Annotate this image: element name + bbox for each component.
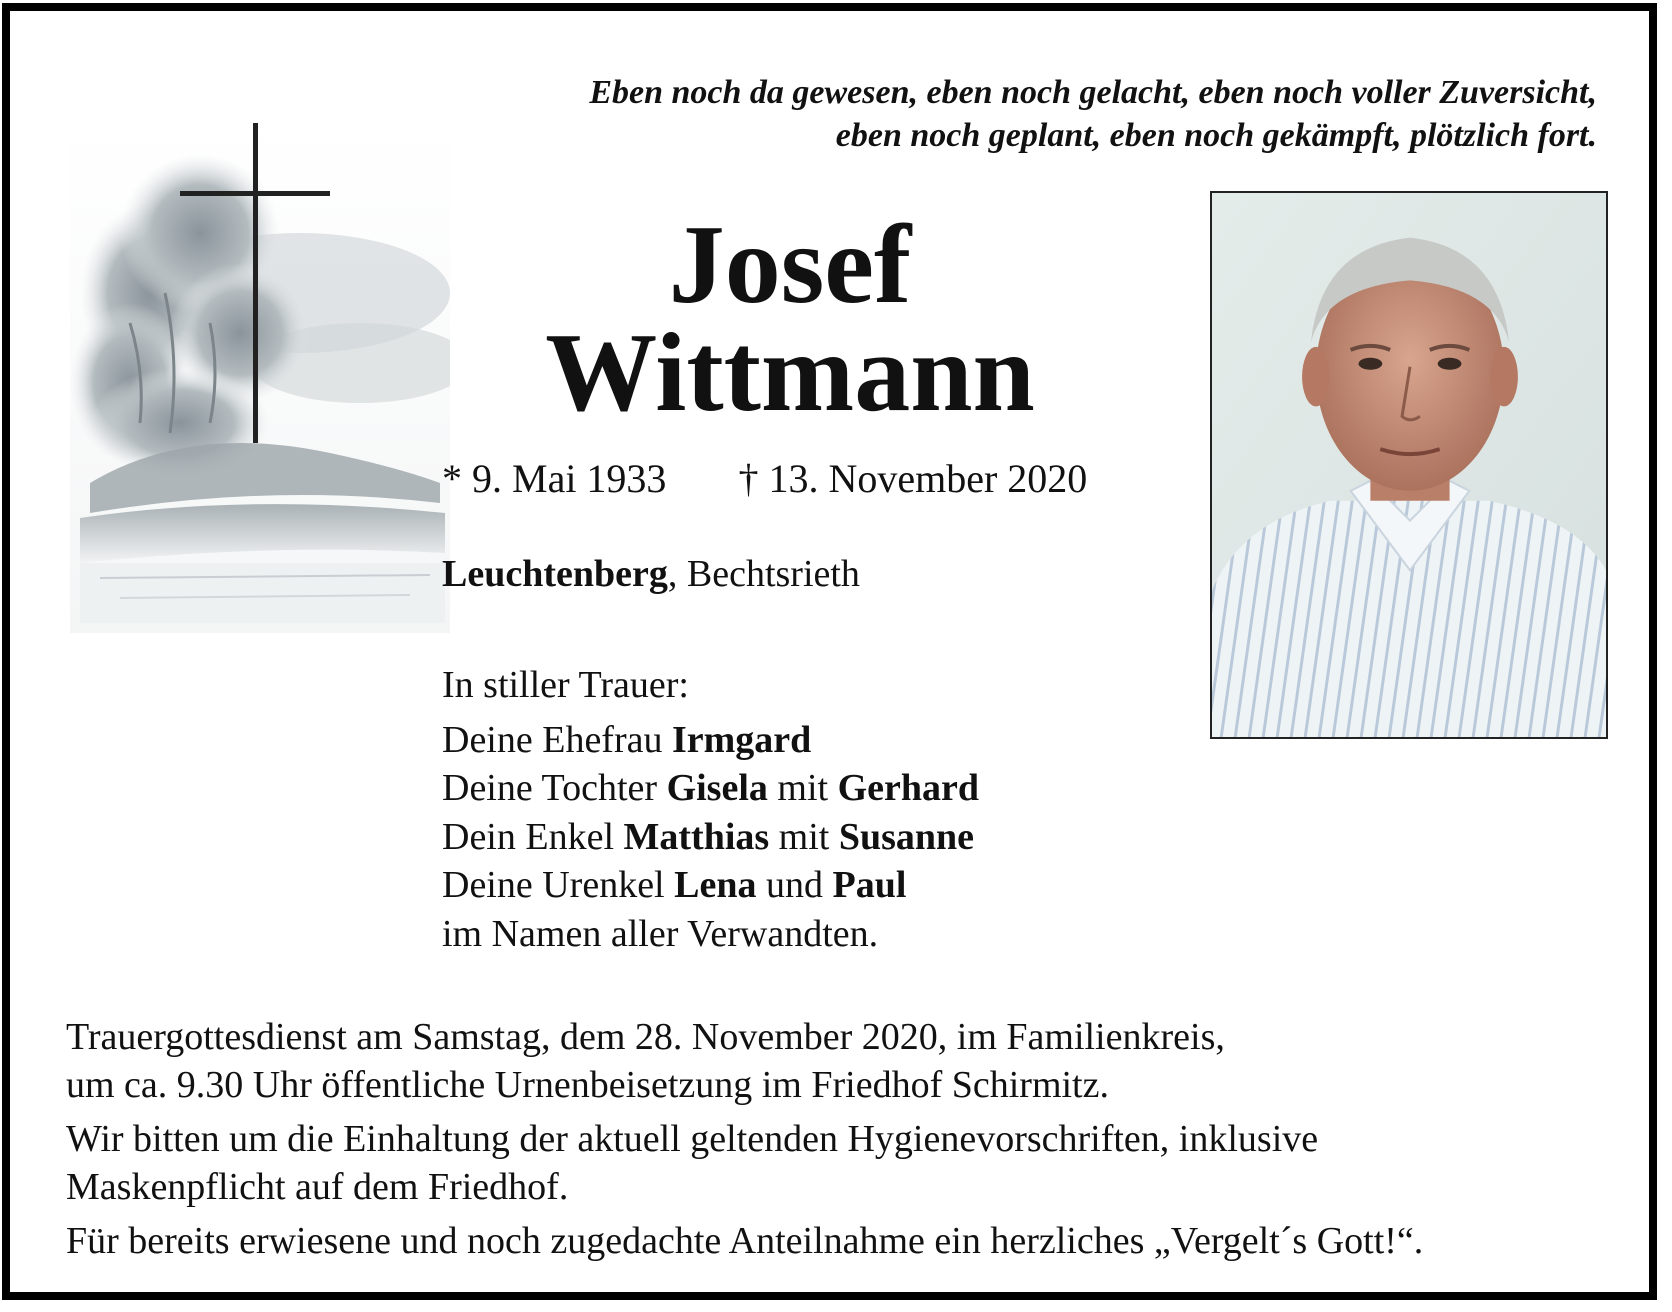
residence-town: Leuchtenberg xyxy=(442,553,668,595)
hygiene-line-1: Wir bitten um die Einhaltung der aktuell geltenden Hygienevorschriften, inklusive xyxy=(66,1118,1319,1160)
mourner-relation: Deine Urenkel xyxy=(442,864,675,906)
mourner-name: Susanne xyxy=(838,815,975,858)
residence xyxy=(442,551,860,597)
hygiene-line-2: Maskenpflicht auf dem Friedhof. xyxy=(66,1166,569,1208)
mourners-heading: In stiller Trauer: xyxy=(442,664,689,706)
service-line-1: Trauergottesdienst am Samstag, dem 28. November 2020, im Familienkreis, xyxy=(66,1016,1225,1058)
mourner-line xyxy=(442,716,979,765)
mourner-relation: Dein Enkel xyxy=(442,815,624,858)
motto-line-1: Eben noch da gewesen, eben noch gelacht, eben noch voller Zuversicht, xyxy=(589,74,1597,111)
portrait-photo xyxy=(1210,191,1608,739)
mourners-list xyxy=(442,661,979,958)
motto xyxy=(297,71,1597,157)
mourner-relation: Deine Tochter xyxy=(442,767,667,809)
service-line-2: um ca. 9.30 Uhr öffentliche Urnenbeisetzung im Friedhof Schirmitz. xyxy=(66,1064,1109,1106)
mourner-line xyxy=(442,861,979,910)
mourner-connector: mit xyxy=(769,815,839,858)
cross-landscape-illustration xyxy=(70,123,450,633)
mourners-closing: im Namen aller Verwandten. xyxy=(442,912,879,955)
thanks-line: Für bereits erwiesene und noch zugedachte Anteilnahme ein herzliches „Vergelt´s Gott!“. xyxy=(66,1220,1424,1262)
mourner-name: Gisela xyxy=(666,767,768,809)
mourner-name: Matthias xyxy=(623,815,770,858)
first-name: Josef xyxy=(668,203,912,327)
mourner-name: Irmgard xyxy=(672,718,812,761)
birth-date: * 9. Mai 1933 xyxy=(442,456,667,501)
mourner-line xyxy=(442,764,979,813)
mourner-line xyxy=(442,813,979,862)
mourner-relation: Deine Ehefrau xyxy=(442,718,672,761)
mourner-connector: und xyxy=(756,864,833,906)
residence-village: , Bechtsrieth xyxy=(667,553,860,595)
life-dates xyxy=(442,455,1087,503)
motto-line-2: eben noch geplant, eben noch gekämpft, plötzlich fort. xyxy=(835,117,1597,154)
mourner-name: Paul xyxy=(832,864,907,906)
mourner-name: Gerhard xyxy=(837,767,980,809)
mourner-connector: mit xyxy=(767,767,838,809)
death-date: † 13. November 2020 xyxy=(738,456,1088,501)
deceased-name xyxy=(450,203,1130,435)
obituary-notice xyxy=(2,3,1657,1300)
funeral-notice xyxy=(66,1007,1626,1271)
last-name: Wittmann xyxy=(545,311,1035,435)
mourner-name: Lena xyxy=(674,864,757,906)
